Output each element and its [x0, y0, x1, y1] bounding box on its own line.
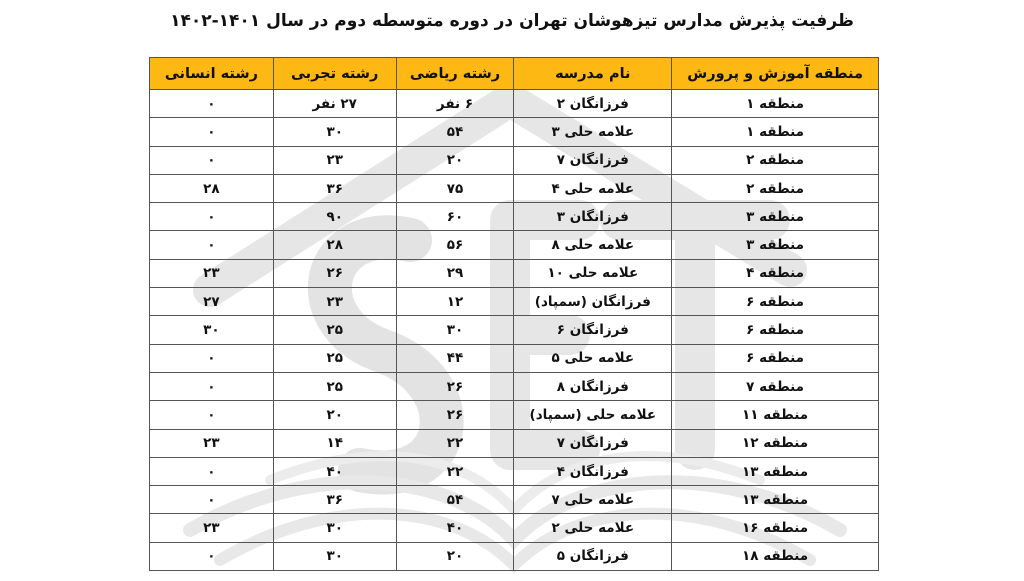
cell-math: ۲۹: [396, 259, 514, 287]
cell-experimental: ۳۰: [273, 542, 396, 570]
cell-math: ۲۶: [396, 401, 514, 429]
capacity-table: [149, 57, 879, 571]
cell-region: منطقه ۳: [672, 203, 879, 231]
table-row: [150, 401, 879, 429]
cell-experimental: ۲۶: [273, 259, 396, 287]
cell-region: منطقه ۲: [672, 146, 879, 174]
cell-math: ۲۶: [396, 372, 514, 400]
cell-experimental: ۳۶: [273, 174, 396, 202]
cell-math: ۲۲: [396, 457, 514, 485]
cell-experimental: ۳۶: [273, 486, 396, 514]
cell-region: منطقه ۴: [672, 259, 879, 287]
cell-humanities: ۰: [150, 457, 274, 485]
cell-math: ۷۵: [396, 174, 514, 202]
cell-humanities: ۰: [150, 90, 274, 118]
cell-experimental: ۱۴: [273, 429, 396, 457]
cell-region: منطقه ۱۲: [672, 429, 879, 457]
cell-region: منطقه ۳: [672, 231, 879, 259]
table-row: [150, 174, 879, 202]
cell-region: منطقه ۶: [672, 316, 879, 344]
cell-humanities: ۲۸: [150, 174, 274, 202]
cell-math: ۲۰: [396, 146, 514, 174]
cell-humanities: ۰: [150, 486, 274, 514]
cell-school: فرزانگان ۸: [514, 372, 672, 400]
cell-humanities: ۲۳: [150, 259, 274, 287]
cell-humanities: ۲۳: [150, 514, 274, 542]
table-row: [150, 457, 879, 485]
cell-region: منطقه ۱۳: [672, 457, 879, 485]
cell-school: فرزانگان (سمپاد): [514, 288, 672, 316]
cell-experimental: ۲۵: [273, 316, 396, 344]
cell-school: علامه حلی ۳: [514, 118, 672, 146]
header-region: منطقه آموزش و پرورش: [672, 58, 879, 90]
cell-experimental: ۲۵: [273, 344, 396, 372]
cell-experimental: ۲۵: [273, 372, 396, 400]
cell-math: ۱۲: [396, 288, 514, 316]
cell-school: علامه حلی ۲: [514, 514, 672, 542]
cell-experimental: ۲۷ نفر: [273, 90, 396, 118]
page-title: ظرفیت پذیرش مدارس تیزهوشان تهران در دوره متوسطه دوم در سال ۱۴۰۱-۱۴۰۲: [170, 11, 854, 31]
cell-region: منطقه ۶: [672, 288, 879, 316]
cell-humanities: ۰: [150, 146, 274, 174]
table-header-row: [150, 58, 879, 90]
cell-school: فرزانگان ۷: [514, 429, 672, 457]
cell-math: ۳۰: [396, 316, 514, 344]
cell-region: منطقه ۱۸: [672, 542, 879, 570]
cell-math: ۴۴: [396, 344, 514, 372]
table-row: [150, 542, 879, 570]
cell-experimental: ۴۰: [273, 457, 396, 485]
cell-school: فرزانگان ۴: [514, 457, 672, 485]
table-row: [150, 118, 879, 146]
table-row: [150, 344, 879, 372]
header-humanities: رشته انسانی: [150, 58, 274, 90]
cell-region: منطقه ۷: [672, 372, 879, 400]
cell-humanities: ۰: [150, 401, 274, 429]
cell-math: ۲۲: [396, 429, 514, 457]
cell-experimental: ۳۰: [273, 118, 396, 146]
cell-math: ۶۰: [396, 203, 514, 231]
cell-school: فرزانگان ۲: [514, 90, 672, 118]
cell-region: منطقه ۲: [672, 174, 879, 202]
cell-region: منطقه ۱: [672, 118, 879, 146]
cell-humanities: ۳۰: [150, 316, 274, 344]
header-math: رشته ریاضی: [396, 58, 514, 90]
cell-humanities: ۰: [150, 542, 274, 570]
header-experimental: رشته تجربی: [273, 58, 396, 90]
cell-school: علامه حلی ۱۰: [514, 259, 672, 287]
cell-school: علامه حلی ۴: [514, 174, 672, 202]
cell-experimental: ۲۰: [273, 401, 396, 429]
cell-school: علامه حلی ۵: [514, 344, 672, 372]
cell-region: منطقه ۶: [672, 344, 879, 372]
cell-school: علامه حلی (سمپاد): [514, 401, 672, 429]
cell-humanities: ۰: [150, 203, 274, 231]
cell-math: ۵۶: [396, 231, 514, 259]
cell-school: علامه حلی ۷: [514, 486, 672, 514]
cell-school: فرزانگان ۳: [514, 203, 672, 231]
header-school: نام مدرسه: [514, 58, 672, 90]
cell-math: ۴۰: [396, 514, 514, 542]
cell-experimental: ۳۰: [273, 514, 396, 542]
cell-school: فرزانگان ۷: [514, 146, 672, 174]
table-row: [150, 514, 879, 542]
table-row: [150, 486, 879, 514]
cell-experimental: ۲۳: [273, 146, 396, 174]
cell-school: فرزانگان ۶: [514, 316, 672, 344]
cell-humanities: ۰: [150, 231, 274, 259]
cell-region: منطقه ۱۳: [672, 486, 879, 514]
cell-school: علامه حلی ۸: [514, 231, 672, 259]
cell-experimental: ۹۰: [273, 203, 396, 231]
cell-experimental: ۲۸: [273, 231, 396, 259]
table-row: [150, 372, 879, 400]
cell-humanities: ۲۷: [150, 288, 274, 316]
table-row: [150, 90, 879, 118]
table-row: [150, 316, 879, 344]
table-row: [150, 429, 879, 457]
table-row: [150, 231, 879, 259]
cell-region: منطقه ۱۶: [672, 514, 879, 542]
cell-humanities: ۰: [150, 118, 274, 146]
cell-humanities: ۰: [150, 344, 274, 372]
table-row: [150, 288, 879, 316]
cell-experimental: ۲۳: [273, 288, 396, 316]
cell-math: ۶ نفر: [396, 90, 514, 118]
table-row: [150, 146, 879, 174]
table-row: [150, 203, 879, 231]
cell-region: منطقه ۱: [672, 90, 879, 118]
cell-math: ۵۴: [396, 486, 514, 514]
cell-humanities: ۲۳: [150, 429, 274, 457]
table-row: [150, 259, 879, 287]
cell-humanities: ۰: [150, 372, 274, 400]
cell-math: ۵۴: [396, 118, 514, 146]
cell-math: ۲۰: [396, 542, 514, 570]
cell-school: فرزانگان ۵: [514, 542, 672, 570]
cell-region: منطقه ۱۱: [672, 401, 879, 429]
